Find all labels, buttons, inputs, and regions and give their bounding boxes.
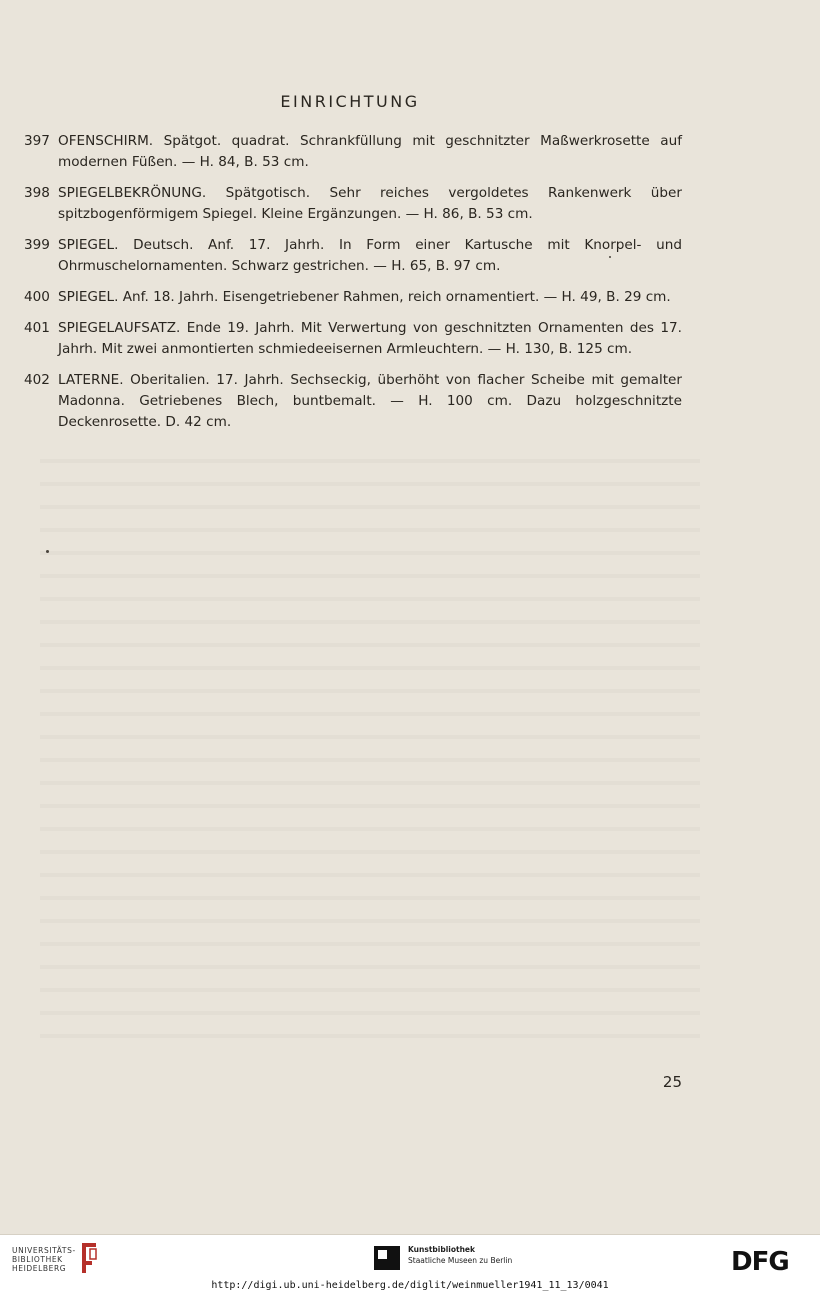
ink-speck bbox=[46, 550, 49, 553]
page-heading: EINRICHTUNG bbox=[280, 92, 420, 111]
university-logo-icon[interactable] bbox=[78, 1241, 100, 1275]
catalog-entry bbox=[24, 370, 682, 433]
catalog-entry bbox=[24, 287, 682, 308]
university-label-line: UNIVERSITÄTS- bbox=[12, 1246, 76, 1255]
entry-text: SPIEGEL. Anf. 18. Jahrh. Eisengetriebener Rahmen, reich ornamentiert. — H. 49, B. 29 cm. bbox=[58, 289, 671, 305]
catalog-entry bbox=[24, 131, 682, 173]
catalog-entry bbox=[24, 183, 682, 225]
entry-text: LATERNE. Oberitalien. 17. Jahrh. Sechseckig, überhöht von flacher Scheibe mit gemalter Madonna. Getriebenes Blech, buntbemalt. — H. 100 cm. Dazu holzgeschnitzte Deckenrosette. D. 42 cm. bbox=[58, 372, 682, 430]
entry-number: 397 bbox=[24, 133, 50, 149]
page-number: 25 bbox=[662, 1073, 682, 1091]
catalog-entries bbox=[24, 131, 682, 443]
catalog-entry bbox=[24, 235, 682, 277]
university-label-line: BIBLIOTHEK bbox=[12, 1255, 63, 1264]
show-through-text bbox=[40, 440, 700, 1040]
entry-number: 402 bbox=[24, 372, 50, 388]
entry-text: OFENSCHIRM. Spätgot. quadrat. Schrankfüllung mit geschnitzter Maßwerkrosette auf modernen Füßen. — H. 84, B. 53 cm. bbox=[58, 133, 682, 170]
kunstbibliothek-logo-icon[interactable] bbox=[374, 1246, 400, 1270]
dfg-logo[interactable]: DFG bbox=[731, 1247, 789, 1277]
entry-number: 399 bbox=[24, 237, 50, 253]
library-name: Kunstbibliothek bbox=[408, 1245, 476, 1254]
entry-number: 398 bbox=[24, 185, 50, 201]
university-label-line: HEIDELBERG bbox=[12, 1264, 67, 1273]
kunstbibliothek-label[interactable] bbox=[408, 1244, 512, 1266]
entry-text: SPIEGEL. Deutsch. Anf. 17. Jahrh. In Form einer Kartusche mit Knorpel- und Ohrmuschelornamenten. Schwarz gestrichen. — H. 65, B. 97 cm. bbox=[58, 237, 682, 274]
entry-number: 400 bbox=[24, 289, 50, 305]
library-subtitle: Staatliche Museen zu Berlin bbox=[408, 1256, 513, 1265]
permalink-url[interactable]: http://digi.ub.uni-heidelberg.de/diglit/weinmueller1941_11_13/0041 bbox=[211, 1280, 609, 1291]
entry-number: 401 bbox=[24, 320, 50, 336]
catalog-entry bbox=[24, 318, 682, 360]
entry-text: SPIEGELBEKRÖNUNG. Spätgotisch. Sehr reiches vergoldetes Rankenwerk über spitzbogenförmigem Spiegel. Kleine Ergänzungen. — H. 86, B. 53 cm. bbox=[58, 185, 682, 222]
entry-text: SPIEGELAUFSATZ. Ende 19. Jahrh. Mit Verwertung von geschnitzten Ornamenten des 17. Jahrh. Mit zwei anmontierten schmiedeeisernen Armleuchtern. — H. 130, B. 125 cm. bbox=[58, 320, 682, 357]
footer-bar bbox=[0, 1235, 820, 1293]
university-library-label[interactable] bbox=[12, 1246, 76, 1273]
